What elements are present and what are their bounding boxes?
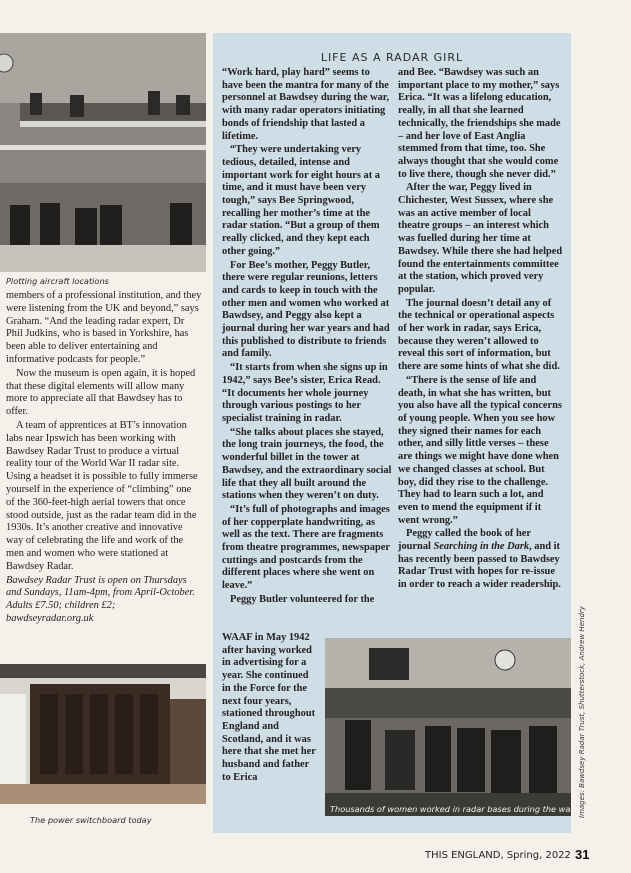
middle-paragraph: “They were undertaking very tedious, detailed, intense and important work for eight hours at a time, and it must have been very tough,” says Bee Springwood, recalling her mother’s time at the radar station. “But a group of them really clicked, and they kept each other going.” [222,144,380,257]
middle-paragraph: Peggy Butler volunteered for the [230,593,375,605]
middle-narrow-paragraph: WAAF in May 1942 after having worked in advertising for a year. She continued in the Force for the next four years, stationed throughout England and Scotland, and it was here that she met her husband and father to Erica [222,632,316,783]
plotting-room-illustration [0,33,206,272]
radar-women-photo [325,638,571,816]
radar-women-caption: Thousands of women worked in radar bases during the war [330,804,574,814]
middle-column [222,67,393,608]
switchboard-illustration [0,664,206,804]
footer-publication: THIS ENGLAND, Spring, 2022 [425,850,571,861]
middle-paragraph: “It starts from when she signs up in 1942,” says Bee’s sister, Erica Read. “It documents her whole journey through various postings to her specialist training in radar. [222,362,388,424]
plotting-room-caption: Plotting aircraft locations [6,276,109,286]
left-column [6,290,202,627]
right-paragraph-start: Peggy called the book of her journal [398,528,531,553]
switchboard-photo [0,664,206,804]
middle-paragraph: For Bee’s mother, Peggy Butler, there were regular reunions, letters and cards to keep in touch with the other men and women who worked at Bawdsey, and Peggy also kept a journal during her war years and had this published to distribute to friends and family. [222,259,390,360]
right-paragraph: The journal doesn’t detail any of the technical or operational aspects of her work in radar, says Erica, because they weren’t allowed to reveal this sort of information, but there are some hints of what she did. [398,297,560,373]
radar-women-illustration [325,638,571,816]
visitor-info: Bawdsey Radar Trust is open on Thursdays and Sundays, 11am-4pm, from April-October. Adults £7.50; children £2; bawdseyradar.org.uk [6,574,195,624]
right-paragraph: “There is the sense of life and death, in what she has written, but you also have all the typical concerns of young people. When you see how they signed their names for each other, and silly little verses – these are things we might have done when we changed classes at school. But boy, did they rise to the challenge. They had to learn such a lot, and even to mend the equipment if it went wrong.” [398,374,562,526]
left-paragraph: Now the museum is open again, it is hoped that these digital elements will allow many more to appreciate all that Bawdsey has to offer. [6,367,196,418]
middle-paragraph: “She talks about places she stayed, the long train journeys, the food, the wonderful billet in the tower at Bawdsey, and the extraordinary social life that they all built around the stations when they weren’t on duty. [222,426,392,502]
middle-paragraph: “Work hard, play hard” seems to have been the mantra for many of the personnel at Bawdsey during the war, with many radar operators initiating bonds of friendship that lasted a lifetime. [222,67,390,142]
image-credit: Images: Bawdsey Radar Trust, Shutterstock, Andrew Hendry [578,606,586,818]
middle-narrow-column [222,632,318,785]
middle-paragraph: “It’s full of photographs and images of her copperplate handwriting, as well as the text. There are fragments from theatre programmes, newspaper cuttings and postcards from the different places where she went on leave.” [222,503,390,592]
right-paragraph: and Bee. “Bawdsey was such an important place to my mother,” says Erica. “It was a lifelong education, really, in all that she learned technically, the friendships she made – and her love of East Anglia stemmed from that time, too. She always thought that she would come to live there, though she never did.” [398,67,561,180]
page-number: 31 [575,847,590,862]
right-paragraph [398,528,564,592]
right-paragraph-end: , and it has recently been passed to Bawdsey Radar Trust with hopes for re-issue in order to reach a wider readership. [398,541,561,591]
switchboard-caption: The power switchboard today [30,815,152,825]
left-paragraph: members of a professional institution, and they were listening from the UK and beyond,” says Graham. “And the leading radar expert, Dr Phil Judkins, who is based in Yorkshire, has been able to deliver entertaining and informative podcasts for people.” [6,290,202,365]
right-column [398,67,564,593]
left-paragraph: A team of apprentices at BT’s innovation labs near Ipswich has been working with Bawdsey Radar Trust to produce a virtual reality tour of the World War II radar site. Using a headset it is possible to fully immerse yourself in the experience of “climbing” one of the 360-feet-high aerial towers that once stood outside, just as the radar team did in the 1930s. It’s another creative and innovative way of celebrating the life and work of the men and women who were stationed at Bawdsey Radar. [6,419,198,572]
section-title: LIFE AS A RADAR GIRL [320,51,464,64]
journal-title: Searching in the Dark [433,541,530,553]
plotting-room-photo [0,33,206,272]
right-paragraph: After the war, Peggy lived in Chichester, West Sussex, where she was an active member of local theatre groups – an interest which was fuelled during her time at Bawdsey. While there she had helped found the entertainments committee at the station, which proved very popular. [398,182,563,295]
